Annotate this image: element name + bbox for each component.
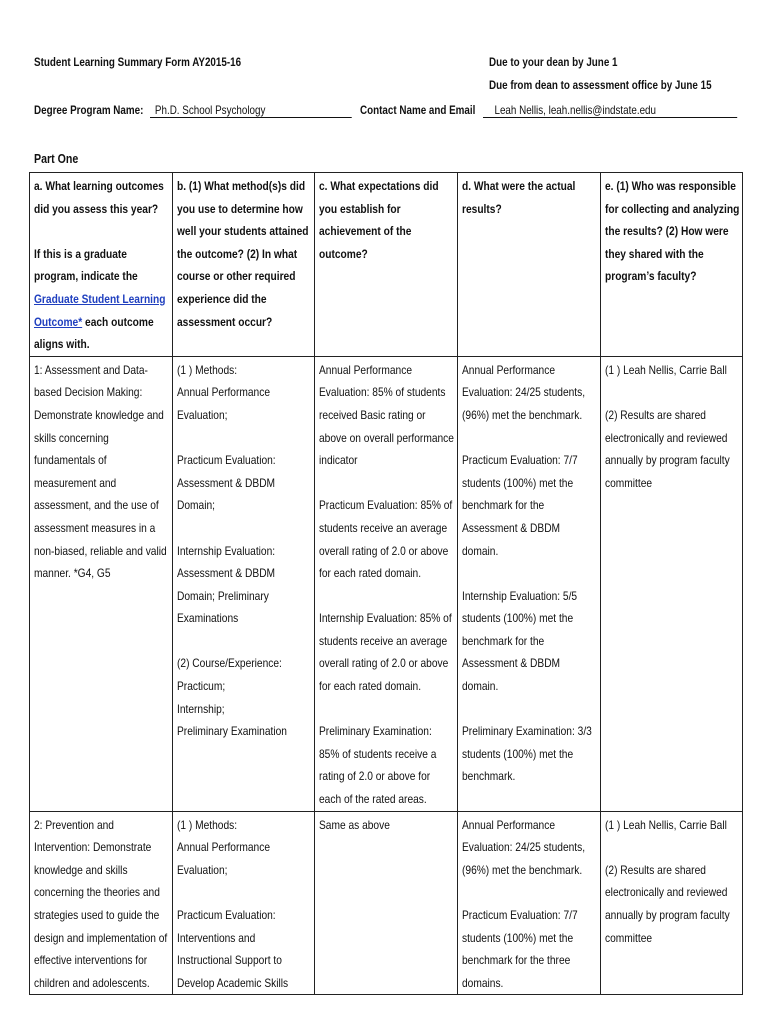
program-name-field <box>150 103 352 118</box>
outcome-text: 2: Prevention and Intervention: Demonstrate knowledge and skills concerning the theories and strategies used to guide the design and implementation of effective interventions for children and adolescents. <box>34 817 168 990</box>
method-cell <box>173 356 315 811</box>
expectation-item: Annual Performance Evaluation: 85% of students received Basic rating or above on overall performance indicator <box>319 362 454 468</box>
expectation-item: Same as above <box>319 817 390 832</box>
course-item: Internship; <box>177 701 225 716</box>
expectation-item: Practicum Evaluation: 85% of students receive an average overall rating of 2.0 or above for each rated domain. <box>319 498 453 581</box>
course-item: Practicum; <box>177 679 226 694</box>
method-item: Annual Performance Evaluation; <box>177 840 270 877</box>
responsible-cell <box>601 811 743 995</box>
result-item: Preliminary Examination: 3/3 students (100%) met the benchmark. <box>462 724 592 784</box>
header-cell-c <box>315 173 458 357</box>
graduate-outcome-link[interactable]: Graduate Student Learning Outcome* <box>34 291 166 329</box>
due-dean: Due to your dean by June 1 <box>489 55 618 69</box>
question-a-note-end: each outcome aligns with. <box>34 314 154 352</box>
program-name-value: Ph.D. School Psychology <box>154 103 266 117</box>
question-c: c. What expectations did you establish for achievement of the outcome? <box>319 179 439 261</box>
header-cell-d <box>458 173 601 357</box>
expectation-item: Preliminary Examination: 85% of students receive a rating of 2.0 or above for each of the rated areas. <box>319 724 437 807</box>
header-cell-b <box>173 173 315 357</box>
contact-label: Contact Name and Email <box>360 103 476 117</box>
contact-value: Leah Nellis, leah.nellis@indstate.edu <box>494 103 656 117</box>
result-item: Internship Evaluation: 5/5 students (100%) met the benchmark for the Assessment & DBDM domain. <box>462 588 578 694</box>
course-heading: (2) Course/Experience: <box>177 656 282 671</box>
responsible-persons: (1 ) Leah Nellis, Carrie Ball <box>605 817 727 832</box>
course-item: Preliminary Examination <box>177 724 287 739</box>
header-cell-e <box>601 173 743 357</box>
outcome-cell <box>30 811 173 995</box>
outcome-text: 1: Assessment and Data-based Decision Making: Demonstrate knowledge and skills concerning fundamentals of measurement and assessment, and the use of assessment measures in a non-biased, reliable and valid manner. *G4, G5 <box>34 362 167 581</box>
result-cell <box>458 811 601 995</box>
methods-heading: (1 ) Methods: <box>177 817 238 832</box>
sharing-method: (2) Results are shared electronically and reviewed annually by program faculty committee <box>605 407 730 490</box>
program-label: Degree Program Name: <box>34 103 144 117</box>
sharing-method: (2) Results are shared electronically and reviewed annually by program faculty committee <box>605 862 730 945</box>
method-item: Practicum Evaluation: Assessment & DBDM Domain; <box>177 453 276 513</box>
outcome-cell <box>30 356 173 811</box>
contact-field <box>483 103 737 118</box>
result-item: Practicum Evaluation: 7/7 students (100%) met the benchmark for the Assessment & DBDM domain. <box>462 453 578 558</box>
question-e: e. (1) Who was responsible for collecting and analyzing the results? (2) How were they shared with the program’s faculty? <box>605 179 740 284</box>
header-cell-a <box>30 173 173 357</box>
question-a-note: If this is a graduate program, indicate the <box>34 246 138 284</box>
responsible-cell <box>601 356 743 811</box>
responsible-persons: (1 ) Leah Nellis, Carrie Ball <box>605 362 727 377</box>
method-item: Practicum Evaluation: Interventions and Instructional Support to Develop Academic Skills <box>177 908 289 990</box>
method-item: Internship Evaluation: Assessment & DBDM Domain; Preliminary Examinations <box>177 543 276 626</box>
method-item: Annual Performance Evaluation; <box>177 385 270 422</box>
result-item: Annual Performance Evaluation: 24/25 students, (96%) met the benchmark. <box>462 362 586 422</box>
due-office: Due from dean to assessment office by June 15 <box>489 78 712 92</box>
result-item: Practicum Evaluation: 7/7 students (100%) met the benchmark for the three domains. <box>462 908 578 990</box>
method-cell <box>173 811 315 995</box>
table-header-row <box>30 173 743 357</box>
summary-table <box>29 172 743 995</box>
expectation-cell <box>315 811 458 995</box>
methods-heading: (1 ) Methods: <box>177 362 238 377</box>
expectation-item: Internship Evaluation: 85% of students receive an average overall rating of 2.0 or above for each rated domain. <box>319 611 452 694</box>
result-item: Annual Performance Evaluation: 24/25 students, (96%) met the benchmark. <box>462 817 586 877</box>
table-row <box>30 356 743 811</box>
expectation-cell <box>315 356 458 811</box>
table-row <box>30 811 743 995</box>
form-title: Student Learning Summary Form AY2015-16 <box>34 55 242 69</box>
question-d: d. What were the actual results? <box>462 179 576 216</box>
question-a: a. What learning outcomes did you assess this year? <box>34 179 164 216</box>
result-cell <box>458 356 601 811</box>
question-b: b. (1) What method(s)s did you use to determine how well your students attained the outcome? (2) In what course or other required experience did the assessment occur? <box>177 179 309 329</box>
part-title: Part One <box>34 152 79 166</box>
